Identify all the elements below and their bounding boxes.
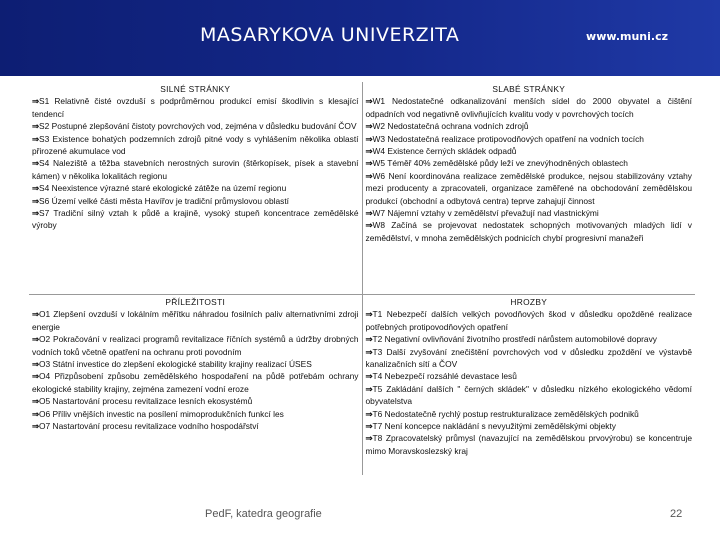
- arrow-icon: ⇒: [365, 121, 373, 132]
- swot-item-text: W8 Začíná se projevovat nedostatek schopných motivovaných mladých lidí v zemědělství, v mnoha zemědělských podnicích chybí progresivní manažeři: [365, 220, 692, 243]
- arrow-icon: ⇒: [365, 309, 373, 320]
- arrow-icon: ⇒: [365, 421, 373, 432]
- swot-item-text: S4 Neexistence výrazné staré ekologické zátěže na území regionu: [39, 183, 287, 194]
- page-number: 22: [670, 508, 683, 520]
- swot-item-text: T1 Nebezpečí dalších velkých povodňových škod v důsledku opožděné realizace potřebných protipovodňových opatření: [365, 309, 692, 332]
- weaknesses-cell: [362, 82, 695, 295]
- arrow-icon: ⇒: [365, 96, 373, 107]
- swot-item-text: W7 Nájemní vztahy v zemědělství převažují nad vlastnickými: [372, 208, 599, 219]
- arrow-icon: ⇒: [365, 334, 373, 345]
- swot-item: [32, 133, 359, 158]
- threats-list: [366, 308, 693, 457]
- threats-heading: HROZBY: [510, 297, 548, 307]
- swot-item: [366, 170, 693, 207]
- swot-item: [366, 408, 693, 420]
- arrow-icon: ⇒: [32, 158, 40, 169]
- swot-item-text: W4 Existence černých skládek odpadů: [372, 146, 517, 157]
- swot-item: [32, 408, 359, 420]
- swot-item-text: O7 Nastartování procesu revitalizace vodního hospodářství: [39, 421, 259, 432]
- arrow-icon: ⇒: [32, 309, 40, 320]
- arrow-icon: ⇒: [365, 346, 373, 357]
- footer-department: PedF, katedra geografie: [205, 508, 322, 520]
- threats-cell: [362, 295, 695, 476]
- swot-item: [366, 420, 693, 432]
- swot-item: [32, 207, 359, 232]
- strengths-heading: SILNÉ STRÁNKY: [160, 84, 231, 94]
- arrow-icon: ⇒: [32, 371, 40, 382]
- arrow-icon: ⇒: [365, 408, 373, 419]
- swot-item-text: W5 Téměř 40% zemědělské půdy leží ve znevýhodněných oblastech: [372, 158, 628, 169]
- swot-item: [366, 95, 693, 120]
- arrow-icon: ⇒: [32, 421, 40, 432]
- swot-item-text: T4 Nebezpečí rozsáhlé devastace lesů: [372, 371, 517, 382]
- arrow-icon: ⇒: [32, 121, 40, 132]
- opportunities-list: [32, 308, 359, 432]
- arrow-icon: ⇒: [365, 133, 373, 144]
- swot-item: [32, 195, 359, 207]
- swot-item: [32, 333, 359, 358]
- swot-item: [32, 395, 359, 407]
- swot-item-text: O5 Nastartování procesu revitalizace lesních ekosystémů: [39, 396, 253, 407]
- arrow-icon: ⇒: [32, 133, 40, 144]
- arrow-icon: ⇒: [365, 146, 373, 157]
- weaknesses-list: [366, 95, 693, 244]
- swot-table: [29, 82, 695, 475]
- swot-item: [32, 358, 359, 370]
- swot-item-text: S1 Relativně čisté ovzduší s podprůměrnou produkcí emisí škodlivin s klesající tendencí: [32, 96, 359, 119]
- swot-item: [32, 182, 359, 194]
- arrow-icon: ⇒: [365, 170, 373, 181]
- swot-item-text: O3 Státní investice do zlepšení ekologické stability krajiny realizací ÚSES: [39, 359, 312, 370]
- swot-item-text: W6 Není koordinována realizace zemědělské produkce, nejsou stabilizovány vztahy mezi producenty a zpracovateli, organizace zaměřené na obchodování zemědělskou produkcí (obchodní a odbytová centra) teprve zahajují činnost: [365, 170, 692, 206]
- swot-item-text: T8 Zpracovatelský průmysl (navazující na zemědělskou prvovýrobu) se koncentruje mimo Moravskoslezský kraj: [365, 433, 692, 456]
- arrow-icon: ⇒: [365, 158, 373, 169]
- swot-item-text: W3 Nedostatečná realizace protipovodňových opatření na vodních tocích: [372, 133, 644, 144]
- arrow-icon: ⇒: [365, 433, 373, 444]
- arrow-icon: ⇒: [32, 334, 40, 345]
- weaknesses-heading: SLABÉ STRÁNKY: [492, 84, 566, 94]
- swot-item-text: T2 Negativní ovlivňování životního prostředí nárůstem automobilové dopravy: [372, 334, 657, 345]
- swot-item-text: S7 Tradiční silný vztah k půdě a krajině, vysoký stupeň koncentrace zemědělské výroby: [32, 208, 359, 231]
- swot-item-text: O4 Přizpůsobení způsobu zemědělského hospodaření na půdě potřebám ochrany ekologické stability krajiny, zejména zamezení vodní eroze: [32, 371, 359, 394]
- swot-item: [366, 133, 693, 145]
- swot-item-text: O2 Pokračování v realizaci programů revitalizace říčních systémů a údržby drobných vodních toků včetně opatření na ochranu proti povodním: [32, 334, 359, 357]
- arrow-icon: ⇒: [32, 208, 40, 219]
- strengths-cell: [29, 82, 362, 295]
- swot-item-text: S3 Existence bohatých podzemních zdrojů pitné vody s vyhlášením několika oblastí přirozené akumulace vod: [32, 133, 359, 157]
- opportunities-heading: PŘÍLEŽITOSTI: [165, 297, 226, 307]
- arrow-icon: ⇒: [32, 195, 40, 206]
- swot-item-text: T6 Nedostatečně rychlý postup restrukturalizace zemědělských podniků: [372, 408, 639, 419]
- arrow-icon: ⇒: [365, 371, 373, 382]
- swot-item: [366, 219, 693, 244]
- swot-item: [366, 308, 693, 333]
- arrow-icon: ⇒: [365, 208, 373, 219]
- swot-item: [366, 120, 693, 132]
- swot-item: [366, 432, 693, 457]
- swot-item: [32, 370, 359, 395]
- swot-item: [366, 346, 693, 371]
- opportunities-cell: [29, 295, 362, 476]
- swot-item: [366, 370, 693, 382]
- swot-item-text: O1 Zlepšení ovzduší v lokálním měřítku náhradou fosilních paliv alternativními zdroji energie: [32, 309, 359, 332]
- arrow-icon: ⇒: [32, 183, 40, 194]
- swot-item-text: W2 Nedostatečná ochrana vodních zdrojů: [372, 121, 529, 132]
- arrow-icon: ⇒: [32, 96, 40, 107]
- swot-item-text: T7 Není koncepce nakládání s nevyužitými zemědělskými objekty: [372, 421, 616, 432]
- header-banner: [0, 0, 720, 76]
- arrow-icon: ⇒: [32, 408, 40, 419]
- swot-item: [32, 120, 359, 132]
- arrow-icon: ⇒: [32, 359, 40, 370]
- swot-item-text: W1 Nedostatečné odkanalizování menších sídel do 2000 obyvatel a čištění odpadních vod negativně ovlivňujících kvalitu vody v povrchových tocích: [365, 96, 692, 119]
- swot-item: [32, 157, 359, 182]
- swot-item-text: S4 Naleziště a těžba stavebních nerostných surovin (štěrkopísek, písek a stavební kámen) v několika lokalitách regionu: [32, 158, 359, 181]
- swot-item-text: S2 Postupné zlepšování čistoty povrchových vod, zejména v důsledku budování ČOV: [39, 121, 357, 132]
- swot-item: [366, 157, 693, 169]
- swot-item-text: O6 Příliv vnějších investic na posílení mimoprodukčních funkcí les: [39, 408, 284, 419]
- swot-item-text: T5 Zakládání dalších " černých skládek" v důsledku nízkého ekologického vědomí obyvatelstva: [365, 383, 692, 407]
- arrow-icon: ⇒: [365, 220, 373, 231]
- swot-item: [366, 207, 693, 219]
- swot-item-text: S6 Území velké části města Havířov je tradiční průmyslovou oblastí: [39, 195, 289, 206]
- swot-item: [366, 145, 693, 157]
- swot-item-text: T3 Další zvyšování znečištění povrchových vod v důsledku zpoždění ve výstavbě kanalizačních sítí a ČOV: [365, 346, 692, 370]
- arrow-icon: ⇒: [365, 383, 373, 394]
- swot-item: [32, 308, 359, 333]
- website-link[interactable]: www.muni.cz: [586, 30, 668, 43]
- university-title: MASARYKOVA UNIVERZITA: [200, 24, 460, 46]
- swot-item: [366, 383, 693, 408]
- swot-item: [32, 420, 359, 432]
- strengths-list: [32, 95, 359, 231]
- swot-item: [32, 95, 359, 120]
- swot-item: [366, 333, 693, 345]
- arrow-icon: ⇒: [32, 396, 40, 407]
